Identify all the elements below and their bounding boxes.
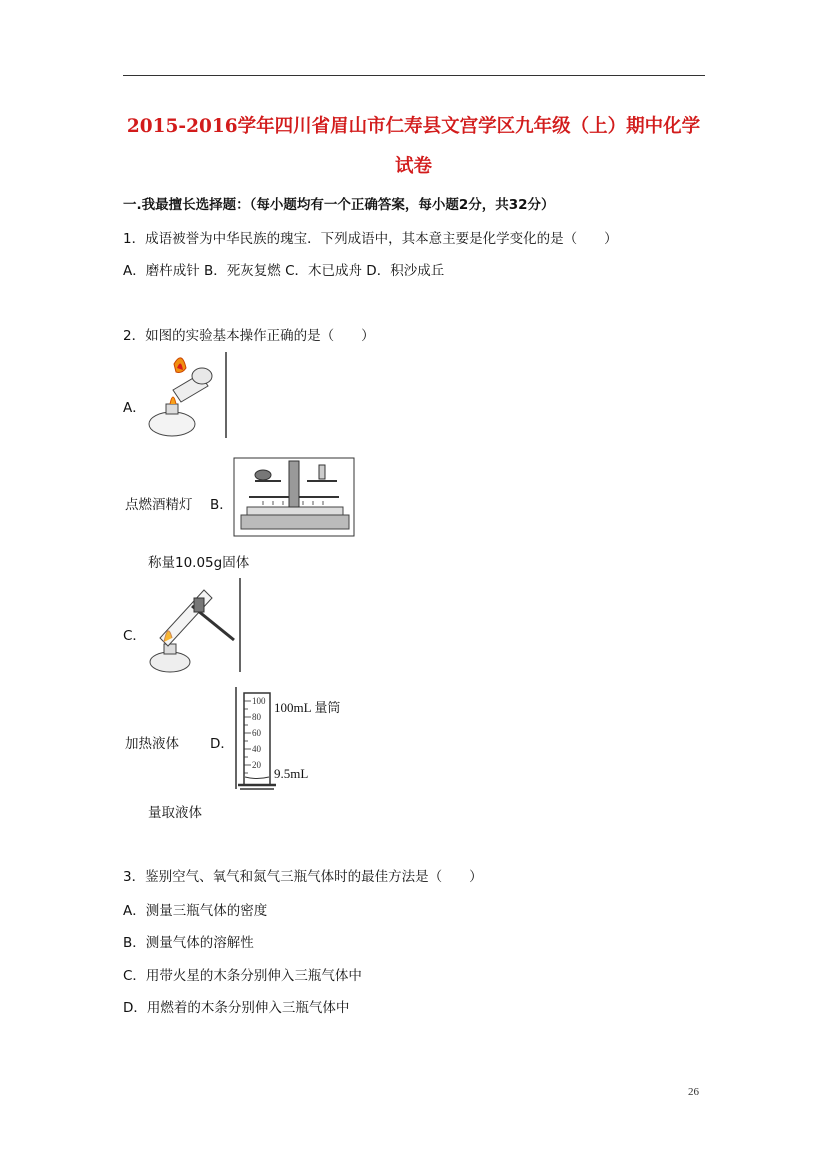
q2-option-b-label: B． xyxy=(210,497,233,513)
page-number: 26 xyxy=(688,1086,699,1098)
cylinder-tick-100: 100 xyxy=(252,696,266,706)
q2-option-d-label: D． xyxy=(210,736,234,752)
q2-option-a-label: A． xyxy=(123,400,146,416)
q2-option-c-caption: 加热液体 xyxy=(125,736,179,752)
q2-stem: 2．如图的实验基本操作正确的是（ ） xyxy=(123,328,375,344)
q2-option-d-caption: 量取液体 xyxy=(148,805,202,821)
q1-options: A．磨杵成针 B．死灰复燃 C．木已成舟 D．积沙成丘 xyxy=(123,263,445,279)
cylinder-tick-60: 60 xyxy=(252,728,261,738)
alcohol-lamp-lighting-figure xyxy=(146,350,228,440)
section-heading: 一.我最擅长选择题：（每小题均有一个正确答案，每小题2分，共32分） xyxy=(123,197,555,213)
q2-option-b-caption: 称量10.05g固体 xyxy=(148,555,250,571)
q3-stem: 3．鉴别空气、氧气和氮气三瓶气体时的最佳方法是（ ） xyxy=(123,869,483,885)
header-rule xyxy=(123,75,705,76)
cylinder-label-bottom: 9.5mL xyxy=(274,766,309,781)
q3-option-c: C．用带火星的木条分别伸入三瓶气体中 xyxy=(123,968,362,984)
q2-option-a-caption: 点燃酒精灯 xyxy=(125,497,193,513)
q3-option-b: B．测量气体的溶解性 xyxy=(123,935,254,951)
q3-option-d: D．用燃着的木条分别伸入三瓶气体中 xyxy=(123,1000,350,1016)
q1-stem: 1．成语被誉为中华民族的瑰宝．下列成语中，其本意主要是化学变化的是（ ） xyxy=(123,231,618,247)
cylinder-tick-20: 20 xyxy=(252,760,261,770)
graduated-cylinder-figure xyxy=(234,685,352,793)
exam-title-line1: 2015-2016学年四川省眉山市仁寿县文宫学区九年级（上）期中化学 xyxy=(126,116,701,137)
q3-option-a: A．测量三瓶气体的密度 xyxy=(123,903,268,919)
cylinder-tick-80: 80 xyxy=(252,712,261,722)
cylinder-label-top: 100mL 量筒 xyxy=(274,700,341,715)
cylinder-tick-40: 40 xyxy=(252,744,261,754)
heating-liquid-figure xyxy=(146,576,242,674)
exam-title-line2: 试卷 xyxy=(394,156,432,177)
balance-scale-figure xyxy=(233,457,355,537)
q2-option-c-label: C． xyxy=(123,628,146,644)
